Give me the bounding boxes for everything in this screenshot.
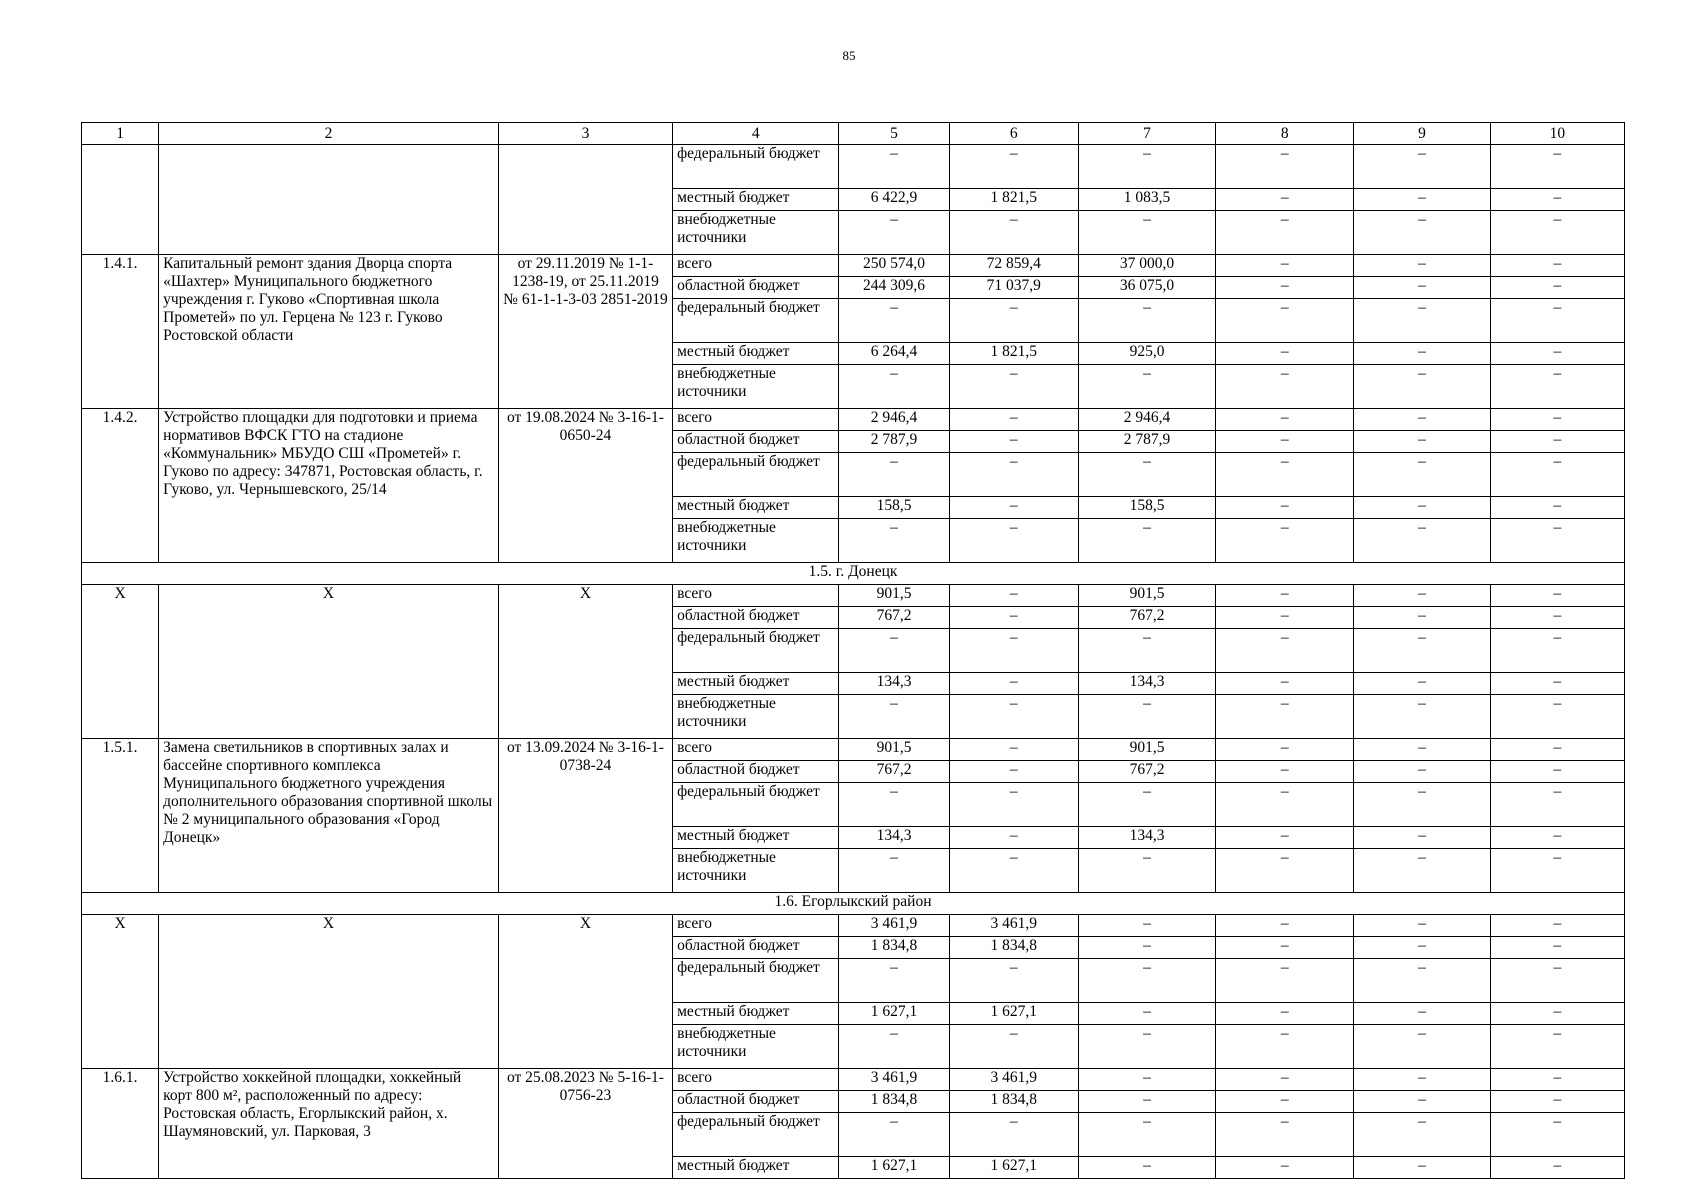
amount-cell: – [1490, 849, 1624, 893]
amount-cell: – [1078, 937, 1215, 959]
section-row [82, 563, 1625, 585]
amount-cell: – [1216, 189, 1354, 211]
header-cell: 10 [1490, 123, 1624, 145]
table-row [82, 1069, 1625, 1091]
amount-cell: 158,5 [839, 497, 949, 519]
funding-source: областной бюджет [673, 937, 839, 959]
amount-cell: – [1216, 277, 1354, 299]
amount-cell: – [949, 409, 1078, 431]
funding-source: внебюджетные источники [673, 519, 839, 563]
amount-cell: 71 037,9 [949, 277, 1078, 299]
amount-cell: – [1354, 365, 1490, 409]
amount-cell: – [839, 1113, 949, 1157]
amount-cell: – [1490, 255, 1624, 277]
amount-cell: 2 787,9 [839, 431, 949, 453]
funding-source: всего [673, 255, 839, 277]
item-title: Устройство хоккейной площадки, хоккейный корт 800 м², расположенный по адресу: Ростовская область, Егорлыкский район, х. Шаумяновский, ул. Парковая, 3 [159, 1069, 499, 1179]
amount-cell: – [1490, 519, 1624, 563]
amount-cell: – [1216, 211, 1354, 255]
amount-cell: 3 461,9 [949, 1069, 1078, 1091]
amount-cell: – [1490, 299, 1624, 343]
item-document: от 13.09.2024 № 3-16-1-0738-24 [498, 739, 672, 893]
amount-cell: 134,3 [839, 673, 949, 695]
item-number: 1.5.1. [82, 739, 159, 893]
amount-cell: – [839, 519, 949, 563]
amount-cell: – [1490, 695, 1624, 739]
amount-cell: – [839, 629, 949, 673]
amount-cell: – [949, 497, 1078, 519]
amount-cell: 134,3 [1078, 673, 1215, 695]
funding-source: федеральный бюджет [673, 299, 839, 343]
amount-cell: – [1490, 827, 1624, 849]
amount-cell: – [1216, 1157, 1354, 1179]
item-title: Капитальный ремонт здания Дворца спорта «Шахтер» Муниципального бюджетного учреждения г. Гуково «Спортивная школа Прометей» по ул. Герцена № 123 г. Гуково Ростовской области [159, 255, 499, 409]
header-cell: 2 [159, 123, 499, 145]
funding-source: федеральный бюджет [673, 1113, 839, 1157]
amount-cell: – [949, 585, 1078, 607]
amount-cell: – [1216, 739, 1354, 761]
table-row [82, 145, 1625, 189]
amount-cell: – [1354, 1157, 1490, 1179]
amount-cell: – [1078, 629, 1215, 673]
amount-cell: – [949, 827, 1078, 849]
funding-source: областной бюджет [673, 761, 839, 783]
amount-cell: – [949, 849, 1078, 893]
header-cell: 3 [498, 123, 672, 145]
item-number: Х [82, 585, 159, 739]
amount-cell: – [1216, 431, 1354, 453]
amount-cell: – [1354, 431, 1490, 453]
table-row [82, 409, 1625, 431]
amount-cell: 901,5 [1078, 739, 1215, 761]
amount-cell: – [1354, 343, 1490, 365]
amount-cell: 1 627,1 [839, 1003, 949, 1025]
amount-cell: – [949, 739, 1078, 761]
amount-cell: – [949, 607, 1078, 629]
amount-cell: – [1216, 497, 1354, 519]
amount-cell: 767,2 [839, 761, 949, 783]
funding-source: всего [673, 915, 839, 937]
amount-cell: – [1490, 1069, 1624, 1091]
amount-cell: – [1078, 1091, 1215, 1113]
item-document: от 25.08.2023 № 5-16-1-0756-23 [498, 1069, 672, 1179]
table-row [82, 915, 1625, 937]
amount-cell: 72 859,4 [949, 255, 1078, 277]
amount-cell: – [1354, 915, 1490, 937]
amount-cell: – [1216, 519, 1354, 563]
amount-cell: 37 000,0 [1078, 255, 1215, 277]
item-document [498, 145, 672, 255]
amount-cell: – [1490, 1003, 1624, 1025]
funding-source: внебюджетные источники [673, 211, 839, 255]
item-number [82, 145, 159, 255]
amount-cell: – [1354, 783, 1490, 827]
amount-cell: – [1354, 629, 1490, 673]
section-title: 1.5. г. Донецк [82, 563, 1625, 585]
amount-cell: – [839, 959, 949, 1003]
amount-cell: – [1354, 1091, 1490, 1113]
amount-cell: – [949, 673, 1078, 695]
page-number: 85 [842, 48, 856, 63]
amount-cell: – [1354, 189, 1490, 211]
amount-cell: 158,5 [1078, 497, 1215, 519]
amount-cell: – [1216, 365, 1354, 409]
funding-source: всего [673, 1069, 839, 1091]
funding-source: внебюджетные источники [673, 365, 839, 409]
funding-source: всего [673, 585, 839, 607]
funding-source: местный бюджет [673, 497, 839, 519]
funding-source: всего [673, 739, 839, 761]
item-title: Х [159, 585, 499, 739]
amount-cell: – [1216, 761, 1354, 783]
item-document: от 19.08.2024 № 3-16-1-0650-24 [498, 409, 672, 563]
amount-cell: – [1354, 959, 1490, 1003]
amount-cell: – [1354, 299, 1490, 343]
amount-cell: – [1354, 255, 1490, 277]
amount-cell: – [1078, 453, 1215, 497]
amount-cell: 1 834,8 [839, 937, 949, 959]
amount-cell: – [1078, 695, 1215, 739]
header-cell: 4 [673, 123, 839, 145]
amount-cell: – [1216, 673, 1354, 695]
item-title: Х [159, 915, 499, 1069]
amount-cell: – [1490, 937, 1624, 959]
amount-cell: – [949, 1113, 1078, 1157]
item-document: Х [498, 585, 672, 739]
amount-cell: – [839, 145, 949, 189]
amount-cell: – [1354, 1003, 1490, 1025]
amount-cell: 1 083,5 [1078, 189, 1215, 211]
amount-cell: – [1490, 453, 1624, 497]
amount-cell: – [1078, 783, 1215, 827]
amount-cell: – [1354, 211, 1490, 255]
amount-cell: 2 946,4 [839, 409, 949, 431]
amount-cell: – [1354, 585, 1490, 607]
amount-cell: – [1078, 849, 1215, 893]
section-row [82, 893, 1625, 915]
amount-cell: – [1490, 959, 1624, 1003]
amount-cell: – [1216, 937, 1354, 959]
amount-cell: 767,2 [839, 607, 949, 629]
amount-cell: – [1490, 343, 1624, 365]
table-row [82, 255, 1625, 277]
funding-source: областной бюджет [673, 607, 839, 629]
amount-cell: – [1490, 497, 1624, 519]
funding-source: областной бюджет [673, 431, 839, 453]
header-cell: 8 [1216, 123, 1354, 145]
amount-cell: 767,2 [1078, 607, 1215, 629]
amount-cell: – [1216, 629, 1354, 673]
amount-cell: – [949, 211, 1078, 255]
amount-cell: – [1216, 1091, 1354, 1113]
amount-cell: – [1354, 827, 1490, 849]
amount-cell: 901,5 [1078, 585, 1215, 607]
amount-cell: – [1078, 1113, 1215, 1157]
amount-cell: 1 627,1 [839, 1157, 949, 1179]
amount-cell: – [949, 695, 1078, 739]
amount-cell: – [1490, 365, 1624, 409]
amount-cell: 1 627,1 [949, 1157, 1078, 1179]
amount-cell: – [1216, 1113, 1354, 1157]
amount-cell: – [949, 1025, 1078, 1069]
amount-cell: – [1354, 145, 1490, 189]
funding-source: областной бюджет [673, 1091, 839, 1113]
amount-cell: – [1216, 915, 1354, 937]
amount-cell: – [1216, 453, 1354, 497]
header-cell: 6 [949, 123, 1078, 145]
funding-source: федеральный бюджет [673, 629, 839, 673]
amount-cell: – [1490, 607, 1624, 629]
amount-cell: – [949, 783, 1078, 827]
amount-cell: – [1490, 629, 1624, 673]
item-document: от 29.11.2019 № 1-1-1238-19, от 25.11.2019 № 61-1-1-3-03 2851-2019 [498, 255, 672, 409]
funding-source: федеральный бюджет [673, 959, 839, 1003]
amount-cell: – [949, 431, 1078, 453]
funding-source: внебюджетные источники [673, 849, 839, 893]
table-row [82, 739, 1625, 761]
amount-cell: – [1354, 761, 1490, 783]
amount-cell: 1 834,8 [839, 1091, 949, 1113]
amount-cell: – [839, 1025, 949, 1069]
amount-cell: – [839, 849, 949, 893]
amount-cell: 250 574,0 [839, 255, 949, 277]
amount-cell: – [1078, 1069, 1215, 1091]
header-cell: 1 [82, 123, 159, 145]
amount-cell: – [1490, 739, 1624, 761]
amount-cell: – [1078, 299, 1215, 343]
amount-cell: – [1078, 1025, 1215, 1069]
amount-cell: – [1490, 145, 1624, 189]
item-number: 1.6.1. [82, 1069, 159, 1179]
amount-cell: – [1354, 519, 1490, 563]
amount-cell: – [1490, 761, 1624, 783]
funding-source: федеральный бюджет [673, 453, 839, 497]
amount-cell: – [1490, 277, 1624, 299]
amount-cell: – [1490, 585, 1624, 607]
amount-cell: – [1354, 1025, 1490, 1069]
amount-cell: – [1490, 673, 1624, 695]
item-document: Х [498, 915, 672, 1069]
section-title: 1.6. Егорлыкский район [82, 893, 1625, 915]
amount-cell: 1 627,1 [949, 1003, 1078, 1025]
item-number: Х [82, 915, 159, 1069]
amount-cell: – [1354, 673, 1490, 695]
funding-source: федеральный бюджет [673, 145, 839, 189]
amount-cell: – [1078, 519, 1215, 563]
funding-source: внебюджетные источники [673, 1025, 839, 1069]
funding-source: внебюджетные источники [673, 695, 839, 739]
amount-cell: – [839, 211, 949, 255]
header-cell: 5 [839, 123, 949, 145]
amount-cell: – [1354, 1113, 1490, 1157]
amount-cell: – [1216, 1069, 1354, 1091]
amount-cell: – [1490, 783, 1624, 827]
amount-cell: – [1078, 959, 1215, 1003]
item-title [159, 145, 499, 255]
amount-cell: 2 946,4 [1078, 409, 1215, 431]
funding-source: местный бюджет [673, 1157, 839, 1179]
amount-cell: – [1490, 211, 1624, 255]
amount-cell: – [1490, 1157, 1624, 1179]
item-number: 1.4.1. [82, 255, 159, 409]
amount-cell: – [1216, 959, 1354, 1003]
table-body [82, 123, 1625, 1179]
amount-cell: – [1354, 453, 1490, 497]
amount-cell: – [949, 453, 1078, 497]
amount-cell: 3 461,9 [839, 1069, 949, 1091]
amount-cell: 767,2 [1078, 761, 1215, 783]
amount-cell: – [949, 365, 1078, 409]
amount-cell: – [1354, 409, 1490, 431]
amount-cell: – [1490, 1091, 1624, 1113]
header-cell: 7 [1078, 123, 1215, 145]
table-row [82, 585, 1625, 607]
amount-cell: – [1354, 849, 1490, 893]
amount-cell: – [1216, 827, 1354, 849]
amount-cell: – [1216, 1003, 1354, 1025]
amount-cell: – [1216, 1025, 1354, 1069]
amount-cell: – [949, 299, 1078, 343]
funding-source: областной бюджет [673, 277, 839, 299]
amount-cell: – [1216, 783, 1354, 827]
item-number: 1.4.2. [82, 409, 159, 563]
funding-source: местный бюджет [673, 343, 839, 365]
amount-cell: – [1216, 255, 1354, 277]
amount-cell: – [949, 629, 1078, 673]
amount-cell: – [949, 761, 1078, 783]
amount-cell: 1 821,5 [949, 343, 1078, 365]
amount-cell: – [839, 365, 949, 409]
amount-cell: – [1078, 145, 1215, 189]
funding-source: местный бюджет [673, 673, 839, 695]
amount-cell: 901,5 [839, 585, 949, 607]
amount-cell: – [839, 299, 949, 343]
amount-cell: 1 834,8 [949, 937, 1078, 959]
amount-cell: – [1490, 431, 1624, 453]
amount-cell: – [839, 695, 949, 739]
funding-source: всего [673, 409, 839, 431]
amount-cell: – [1354, 277, 1490, 299]
amount-cell: – [1490, 409, 1624, 431]
amount-cell: 2 787,9 [1078, 431, 1215, 453]
amount-cell: – [1216, 585, 1354, 607]
funding-source: местный бюджет [673, 827, 839, 849]
amount-cell: – [1490, 189, 1624, 211]
header-row [82, 123, 1625, 145]
amount-cell: – [1354, 695, 1490, 739]
amount-cell: – [1078, 1003, 1215, 1025]
header-cell: 9 [1354, 123, 1490, 145]
amount-cell: – [839, 453, 949, 497]
amount-cell: 134,3 [1078, 827, 1215, 849]
amount-cell: – [1216, 343, 1354, 365]
amount-cell: – [949, 519, 1078, 563]
amount-cell: – [1490, 1025, 1624, 1069]
amount-cell: – [1216, 409, 1354, 431]
item-title: Устройство площадки для подготовки и приема нормативов ВФСК ГТО на стадионе «Коммунальник» МБУДО СШ «Прометей» г. Гуково по адресу: 347871, Ростовская область, г. Гуково, ул. Чернышевского, 25/14 [159, 409, 499, 563]
amount-cell: – [949, 145, 1078, 189]
amount-cell: – [1216, 299, 1354, 343]
amount-cell: – [1490, 1113, 1624, 1157]
amount-cell: – [1354, 497, 1490, 519]
amount-cell: – [1078, 211, 1215, 255]
amount-cell: – [1354, 739, 1490, 761]
funding-source: местный бюджет [673, 1003, 839, 1025]
amount-cell: 134,3 [839, 827, 949, 849]
budget-table [81, 122, 1625, 1179]
amount-cell: – [1078, 1157, 1215, 1179]
amount-cell: 6 422,9 [839, 189, 949, 211]
amount-cell: 1 821,5 [949, 189, 1078, 211]
amount-cell: – [1354, 937, 1490, 959]
amount-cell: 1 834,8 [949, 1091, 1078, 1113]
amount-cell: 925,0 [1078, 343, 1215, 365]
amount-cell: 3 461,9 [949, 915, 1078, 937]
amount-cell: – [1490, 915, 1624, 937]
amount-cell: – [1354, 607, 1490, 629]
funding-source: местный бюджет [673, 189, 839, 211]
amount-cell: 6 264,4 [839, 343, 949, 365]
amount-cell: 901,5 [839, 739, 949, 761]
amount-cell: – [1216, 145, 1354, 189]
funding-source: федеральный бюджет [673, 783, 839, 827]
amount-cell: 244 309,6 [839, 277, 949, 299]
amount-cell: 36 075,0 [1078, 277, 1215, 299]
amount-cell: – [1078, 915, 1215, 937]
amount-cell: – [1354, 1069, 1490, 1091]
item-title: Замена светильников в спортивных залах и бассейне спортивного комплекса Муниципального бюджетного учреждения дополнительного образования спортивной школы № 2 муниципального образования «Город Донецк» [159, 739, 499, 893]
amount-cell: – [949, 959, 1078, 1003]
amount-cell: – [1216, 695, 1354, 739]
amount-cell: – [1216, 849, 1354, 893]
amount-cell: – [1216, 607, 1354, 629]
amount-cell: – [1078, 365, 1215, 409]
amount-cell: 3 461,9 [839, 915, 949, 937]
amount-cell: – [839, 783, 949, 827]
